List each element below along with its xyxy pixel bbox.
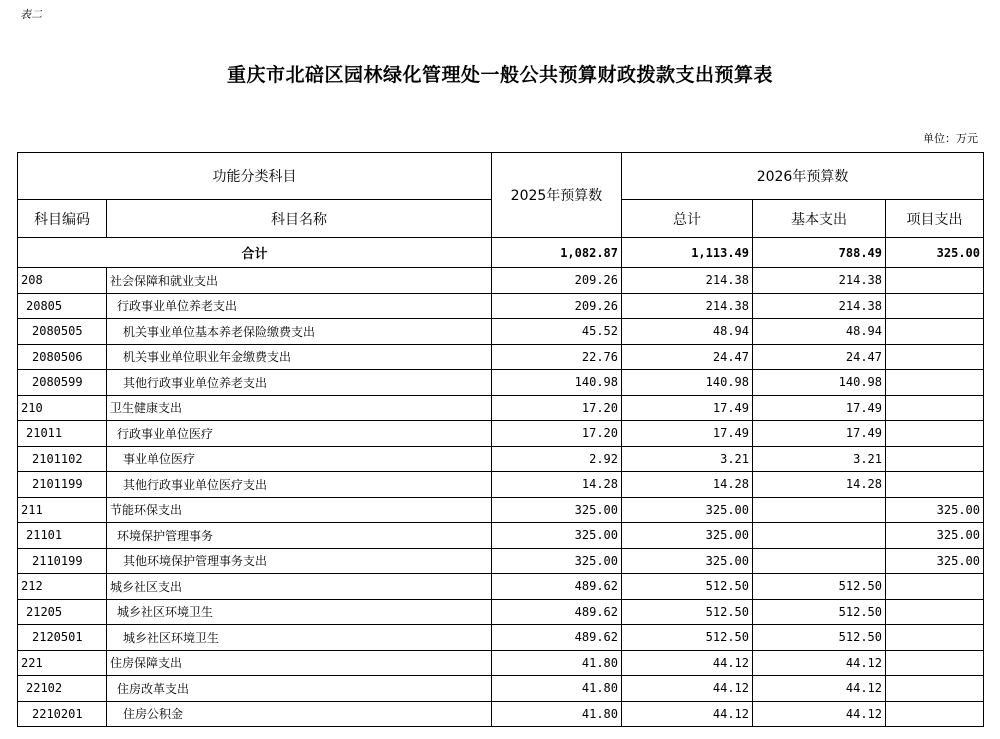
row-name-cell: 节能环保支出 bbox=[107, 497, 492, 523]
summary-row bbox=[18, 238, 984, 268]
summary-budget-2025: 1,082.87 bbox=[492, 238, 622, 268]
row-total-cell: 24.47 bbox=[622, 344, 753, 370]
row-name-cell: 机关事业单位职业年金缴费支出 bbox=[107, 344, 492, 370]
row-total-cell: 512.50 bbox=[622, 625, 753, 651]
summary-project: 325.00 bbox=[886, 238, 984, 268]
row-project-cell bbox=[886, 574, 984, 600]
header-name: 科目名称 bbox=[107, 200, 492, 238]
row-name-cell: 环境保护管理事务 bbox=[107, 523, 492, 549]
row-project-cell: 325.00 bbox=[886, 497, 984, 523]
table-row bbox=[18, 574, 984, 600]
row-basic-cell: 140.98 bbox=[753, 370, 886, 396]
table-row bbox=[18, 344, 984, 370]
row-name-cell: 机关事业单位基本养老保险缴费支出 bbox=[107, 319, 492, 345]
row-basic-cell: 44.12 bbox=[753, 701, 886, 727]
row-code-cell: 21205 bbox=[18, 599, 107, 625]
row-total-cell: 325.00 bbox=[622, 497, 753, 523]
row-project-cell bbox=[886, 599, 984, 625]
row-code-cell: 221 bbox=[18, 650, 107, 676]
row-project-cell bbox=[886, 650, 984, 676]
row-project-cell bbox=[886, 446, 984, 472]
row-basic-cell bbox=[753, 523, 886, 549]
row-budget-2025-cell: 325.00 bbox=[492, 523, 622, 549]
table-row bbox=[18, 497, 984, 523]
row-budget-2025-cell: 41.80 bbox=[492, 650, 622, 676]
row-code-cell: 21101 bbox=[18, 523, 107, 549]
row-basic-cell: 17.49 bbox=[753, 395, 886, 421]
row-name-cell: 其他行政事业单位养老支出 bbox=[107, 370, 492, 396]
row-total-cell: 214.38 bbox=[622, 293, 753, 319]
row-budget-2025-cell: 14.28 bbox=[492, 472, 622, 498]
row-budget-2025-cell: 17.20 bbox=[492, 395, 622, 421]
row-basic-cell: 512.50 bbox=[753, 574, 886, 600]
table-row bbox=[18, 523, 984, 549]
row-basic-cell: 48.94 bbox=[753, 319, 886, 345]
row-budget-2025-cell: 45.52 bbox=[492, 319, 622, 345]
table-row bbox=[18, 268, 984, 294]
row-budget-2025-cell: 22.76 bbox=[492, 344, 622, 370]
table-row bbox=[18, 446, 984, 472]
summary-total: 1,113.49 bbox=[622, 238, 753, 268]
row-code-cell: 2080505 bbox=[18, 319, 107, 345]
table-row bbox=[18, 395, 984, 421]
table-row bbox=[18, 472, 984, 498]
row-budget-2025-cell: 489.62 bbox=[492, 574, 622, 600]
row-project-cell bbox=[886, 344, 984, 370]
row-basic-cell bbox=[753, 548, 886, 574]
row-total-cell: 512.50 bbox=[622, 574, 753, 600]
table-number-label: 表二 bbox=[20, 8, 42, 21]
row-total-cell: 17.49 bbox=[622, 421, 753, 447]
row-budget-2025-cell: 209.26 bbox=[492, 268, 622, 294]
table-header bbox=[18, 153, 984, 238]
row-budget-2025-cell: 41.80 bbox=[492, 701, 622, 727]
row-project-cell bbox=[886, 421, 984, 447]
row-project-cell bbox=[886, 676, 984, 702]
row-name-cell: 住房公积金 bbox=[107, 701, 492, 727]
row-project-cell bbox=[886, 395, 984, 421]
row-project-cell bbox=[886, 625, 984, 651]
unit-label: 单位：万元 bbox=[923, 132, 978, 145]
row-basic-cell: 214.38 bbox=[753, 293, 886, 319]
table-row bbox=[18, 650, 984, 676]
row-name-cell: 其他行政事业单位医疗支出 bbox=[107, 472, 492, 498]
row-code-cell: 2210201 bbox=[18, 701, 107, 727]
header-category: 功能分类科目 bbox=[18, 153, 492, 200]
summary-basic: 788.49 bbox=[753, 238, 886, 268]
table-row bbox=[18, 548, 984, 574]
row-total-cell: 44.12 bbox=[622, 676, 753, 702]
header-budget-2026: 2026年预算数 bbox=[622, 153, 984, 200]
table-body bbox=[18, 238, 984, 727]
row-budget-2025-cell: 489.62 bbox=[492, 599, 622, 625]
row-total-cell: 44.12 bbox=[622, 650, 753, 676]
row-total-cell: 3.21 bbox=[622, 446, 753, 472]
row-total-cell: 214.38 bbox=[622, 268, 753, 294]
row-basic-cell: 44.12 bbox=[753, 650, 886, 676]
row-name-cell: 卫生健康支出 bbox=[107, 395, 492, 421]
table-row bbox=[18, 599, 984, 625]
row-total-cell: 44.12 bbox=[622, 701, 753, 727]
row-total-cell: 325.00 bbox=[622, 548, 753, 574]
row-code-cell: 2101102 bbox=[18, 446, 107, 472]
row-total-cell: 325.00 bbox=[622, 523, 753, 549]
row-project-cell bbox=[886, 319, 984, 345]
row-budget-2025-cell: 41.80 bbox=[492, 676, 622, 702]
row-name-cell: 事业单位医疗 bbox=[107, 446, 492, 472]
header-budget-2025: 2025年预算数 bbox=[492, 153, 622, 238]
table-row bbox=[18, 625, 984, 651]
row-code-cell: 208 bbox=[18, 268, 107, 294]
row-name-cell: 城乡社区环境卫生 bbox=[107, 599, 492, 625]
header-basic: 基本支出 bbox=[753, 200, 886, 238]
table-row bbox=[18, 421, 984, 447]
row-project-cell: 325.00 bbox=[886, 548, 984, 574]
row-code-cell: 21011 bbox=[18, 421, 107, 447]
row-project-cell bbox=[886, 472, 984, 498]
row-project-cell bbox=[886, 370, 984, 396]
table-row bbox=[18, 370, 984, 396]
table-row bbox=[18, 676, 984, 702]
row-basic-cell bbox=[753, 497, 886, 523]
row-project-cell bbox=[886, 701, 984, 727]
row-name-cell: 行政事业单位养老支出 bbox=[107, 293, 492, 319]
row-code-cell: 2120501 bbox=[18, 625, 107, 651]
document-title: 重庆市北碚区园林绿化管理处一般公共预算财政拨款支出预算表 bbox=[226, 64, 773, 86]
row-code-cell: 20805 bbox=[18, 293, 107, 319]
row-project-cell bbox=[886, 293, 984, 319]
row-total-cell: 17.49 bbox=[622, 395, 753, 421]
row-basic-cell: 24.47 bbox=[753, 344, 886, 370]
row-total-cell: 140.98 bbox=[622, 370, 753, 396]
row-code-cell: 211 bbox=[18, 497, 107, 523]
row-code-cell: 210 bbox=[18, 395, 107, 421]
row-budget-2025-cell: 140.98 bbox=[492, 370, 622, 396]
row-code-cell: 2080506 bbox=[18, 344, 107, 370]
row-budget-2025-cell: 2.92 bbox=[492, 446, 622, 472]
row-code-cell: 22102 bbox=[18, 676, 107, 702]
row-basic-cell: 17.49 bbox=[753, 421, 886, 447]
row-budget-2025-cell: 17.20 bbox=[492, 421, 622, 447]
table-row bbox=[18, 319, 984, 345]
row-basic-cell: 14.28 bbox=[753, 472, 886, 498]
row-total-cell: 512.50 bbox=[622, 599, 753, 625]
row-code-cell: 2080599 bbox=[18, 370, 107, 396]
row-basic-cell: 512.50 bbox=[753, 599, 886, 625]
budget-table bbox=[17, 152, 984, 727]
table-row bbox=[18, 293, 984, 319]
table-row bbox=[18, 701, 984, 727]
row-basic-cell: 512.50 bbox=[753, 625, 886, 651]
summary-label: 合计 bbox=[18, 238, 492, 268]
row-name-cell: 城乡社区支出 bbox=[107, 574, 492, 600]
row-name-cell: 住房保障支出 bbox=[107, 650, 492, 676]
row-budget-2025-cell: 325.00 bbox=[492, 548, 622, 574]
row-budget-2025-cell: 489.62 bbox=[492, 625, 622, 651]
row-basic-cell: 3.21 bbox=[753, 446, 886, 472]
row-name-cell: 住房改革支出 bbox=[107, 676, 492, 702]
row-budget-2025-cell: 325.00 bbox=[492, 497, 622, 523]
row-project-cell: 325.00 bbox=[886, 523, 984, 549]
header-project: 项目支出 bbox=[886, 200, 984, 238]
row-project-cell bbox=[886, 268, 984, 294]
row-name-cell: 社会保障和就业支出 bbox=[107, 268, 492, 294]
header-code: 科目编码 bbox=[18, 200, 107, 238]
row-name-cell: 其他环境保护管理事务支出 bbox=[107, 548, 492, 574]
row-budget-2025-cell: 209.26 bbox=[492, 293, 622, 319]
row-name-cell: 城乡社区环境卫生 bbox=[107, 625, 492, 651]
row-code-cell: 2101199 bbox=[18, 472, 107, 498]
row-total-cell: 14.28 bbox=[622, 472, 753, 498]
row-name-cell: 行政事业单位医疗 bbox=[107, 421, 492, 447]
row-basic-cell: 214.38 bbox=[753, 268, 886, 294]
row-code-cell: 2110199 bbox=[18, 548, 107, 574]
header-total: 总计 bbox=[622, 200, 753, 238]
row-code-cell: 212 bbox=[18, 574, 107, 600]
row-total-cell: 48.94 bbox=[622, 319, 753, 345]
row-basic-cell: 44.12 bbox=[753, 676, 886, 702]
